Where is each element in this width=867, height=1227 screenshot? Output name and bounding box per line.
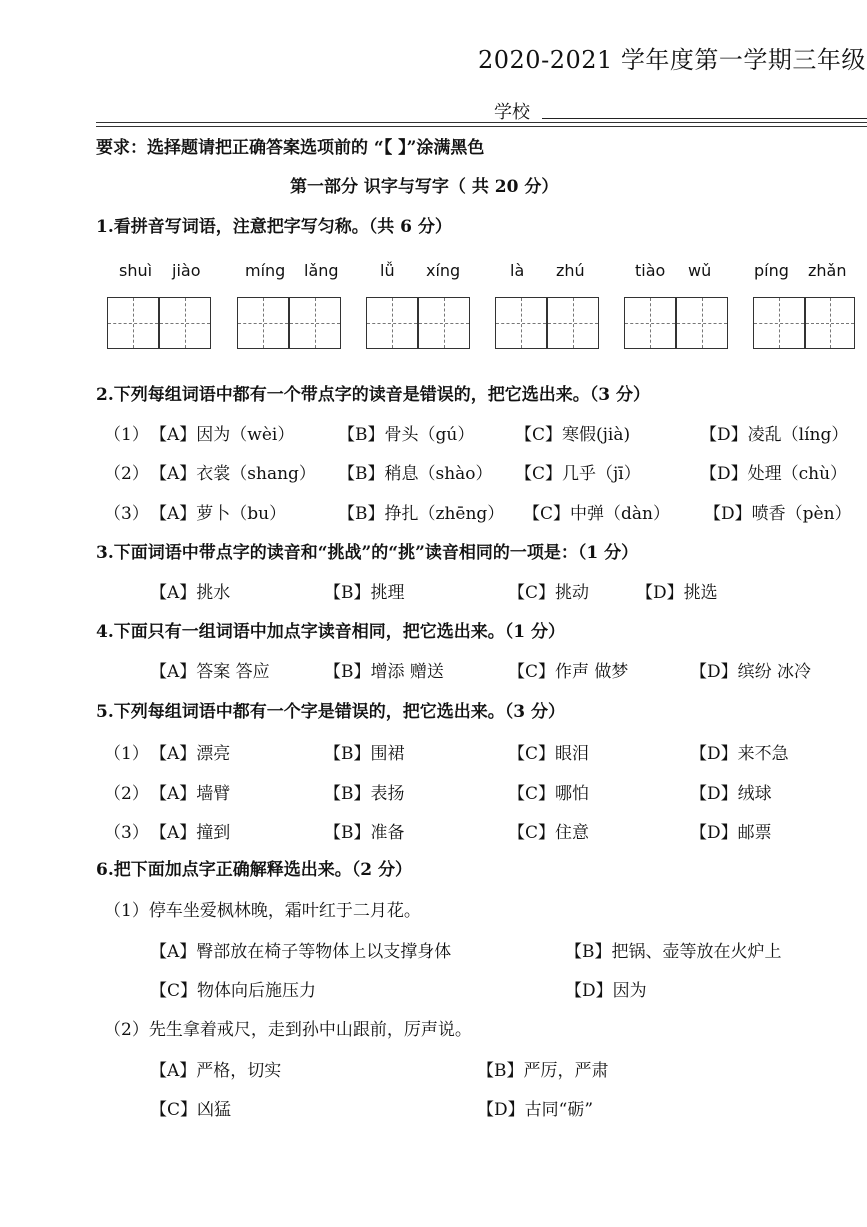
option-c[interactable]: 【C】凶猛 <box>150 1100 232 1120</box>
pinyin: là <box>510 261 525 280</box>
header-divider-bottom <box>96 126 867 127</box>
option-c[interactable]: 【C】作声 做梦 <box>508 662 629 682</box>
pinyin: shuì <box>119 261 153 280</box>
option-a[interactable]: 【A】臀部放在椅子等物体上以支撑身体 <box>150 942 452 962</box>
q6-sub2-text: （2）先生拿着戒尺，走到孙中山跟前，厉声说。 <box>104 1020 472 1040</box>
exam-title: 2020-2021 学年度第一学期三年级 <box>478 46 866 74</box>
option-b[interactable]: 【B】挣扎（zhēng） <box>338 504 505 524</box>
writing-grid-box[interactable] <box>159 297 211 349</box>
option-a[interactable]: 【A】答案 答应 <box>150 662 270 682</box>
option-b[interactable]: 【B】严厉，严肃 <box>477 1061 609 1081</box>
row-number: （3） <box>104 504 149 524</box>
option-b[interactable]: 【B】准备 <box>324 823 405 843</box>
option-d[interactable]: 【D】绒球 <box>690 784 772 804</box>
option-d[interactable]: 【D】因为 <box>565 981 647 1001</box>
option-c[interactable]: 【C】寒假(jià) <box>515 425 631 445</box>
q5-stem: 5.下列每组词语中都有一个字是错误的，把它选出来。（3 分） <box>96 702 565 722</box>
school-input-line <box>542 118 867 119</box>
option-c[interactable]: 【C】住意 <box>508 823 590 843</box>
option-c[interactable]: 【C】眼泪 <box>508 744 590 764</box>
option-a[interactable]: 【A】漂亮 <box>150 744 231 764</box>
option-d[interactable]: 【D】凌乱（líng） <box>700 425 849 445</box>
option-c[interactable]: 【C】物体向后施压力 <box>150 981 317 1001</box>
pinyin: zhú <box>556 261 585 280</box>
option-a[interactable]: 【A】萝卜（bu） <box>150 504 287 524</box>
option-d[interactable]: 【D】来不急 <box>690 744 789 764</box>
header-divider-top <box>96 122 867 123</box>
writing-grid-box[interactable] <box>418 297 470 349</box>
option-d[interactable]: 【D】邮票 <box>690 823 772 843</box>
writing-grid-box[interactable] <box>495 297 547 349</box>
pinyin: míng <box>245 261 286 280</box>
row-number: （1） <box>104 744 149 764</box>
q6-stem: 6.把下面加点字正确解释选出来。（2 分） <box>96 860 412 880</box>
writing-grid-box[interactable] <box>676 297 728 349</box>
option-a[interactable]: 【A】衣裳（shang） <box>150 464 316 484</box>
option-c[interactable]: 【C】中弹（dàn） <box>523 504 670 524</box>
option-a[interactable]: 【A】墙臂 <box>150 784 231 804</box>
option-d[interactable]: 【D】缤纷 冰冷 <box>690 662 812 682</box>
pinyin: wǔ <box>688 261 712 280</box>
requirement-note: 要求：选择题请把正确答案选项前的 “【 】”涂满黑色 <box>96 138 485 158</box>
row-number: （2） <box>104 784 149 804</box>
writing-grid-box[interactable] <box>624 297 676 349</box>
writing-grid-box[interactable] <box>366 297 418 349</box>
pinyin: zhǎn <box>808 261 847 280</box>
option-b[interactable]: 【B】骨头（gú） <box>338 425 475 445</box>
option-d[interactable]: 【D】古同“砺” <box>477 1100 594 1120</box>
option-d[interactable]: 【D】处理（chù） <box>700 464 848 484</box>
option-b[interactable]: 【B】增添 赠送 <box>324 662 444 682</box>
writing-grid-box[interactable] <box>107 297 159 349</box>
writing-grid-box[interactable] <box>805 297 855 349</box>
option-b[interactable]: 【B】把锅、壶等放在火炉上 <box>565 942 782 962</box>
row-number: （2） <box>104 464 149 484</box>
school-label: 学校 <box>494 102 530 123</box>
option-d[interactable]: 【D】挑选 <box>636 583 718 603</box>
option-a[interactable]: 【A】撞到 <box>150 823 231 843</box>
pinyin: píng <box>754 261 789 280</box>
writing-grid-box[interactable] <box>237 297 289 349</box>
option-a[interactable]: 【A】严格，切实 <box>150 1061 282 1081</box>
q6-sub1-text: （1）停车坐爱枫林晚，霜叶红于二月花。 <box>104 901 421 921</box>
writing-grid-box[interactable] <box>547 297 599 349</box>
part1-heading: 第一部分 识字与写字（ 共 20 分） <box>290 177 559 197</box>
option-d[interactable]: 【D】喷香（pèn） <box>704 504 852 524</box>
option-c[interactable]: 【C】挑动 <box>508 583 590 603</box>
pinyin: lǎng <box>304 261 339 280</box>
pinyin: lǚ <box>380 261 395 280</box>
option-c[interactable]: 【C】哪怕 <box>508 784 590 804</box>
option-a[interactable]: 【A】挑水 <box>150 583 231 603</box>
row-number: （1） <box>104 425 149 445</box>
option-b[interactable]: 【B】挑理 <box>324 583 405 603</box>
option-b[interactable]: 【B】围裙 <box>324 744 405 764</box>
option-c[interactable]: 【C】几乎（jī） <box>515 464 641 484</box>
q1-stem: 1.看拼音写词语，注意把字写匀称。（共 6 分） <box>96 217 452 237</box>
writing-grid-box[interactable] <box>753 297 805 349</box>
pinyin: jiào <box>172 261 201 280</box>
q2-stem: 2.下列每组词语中都有一个带点字的读音是错误的，把它选出来。（3 分） <box>96 385 650 405</box>
option-b[interactable]: 【B】稍息（shào） <box>338 464 493 484</box>
q3-stem: 3.下面词语中带点字的读音和“挑战”的“挑”读音相同的一项是：（1 分） <box>96 543 639 563</box>
pinyin: tiào <box>635 261 666 280</box>
pinyin: xíng <box>426 261 461 280</box>
q4-stem: 4.下面只有一组词语中加点字读音相同，把它选出来。（1 分） <box>96 622 565 642</box>
row-number: （3） <box>104 823 149 843</box>
option-a[interactable]: 【A】因为（wèi） <box>150 425 295 445</box>
option-b[interactable]: 【B】表扬 <box>324 784 405 804</box>
writing-grid-box[interactable] <box>289 297 341 349</box>
